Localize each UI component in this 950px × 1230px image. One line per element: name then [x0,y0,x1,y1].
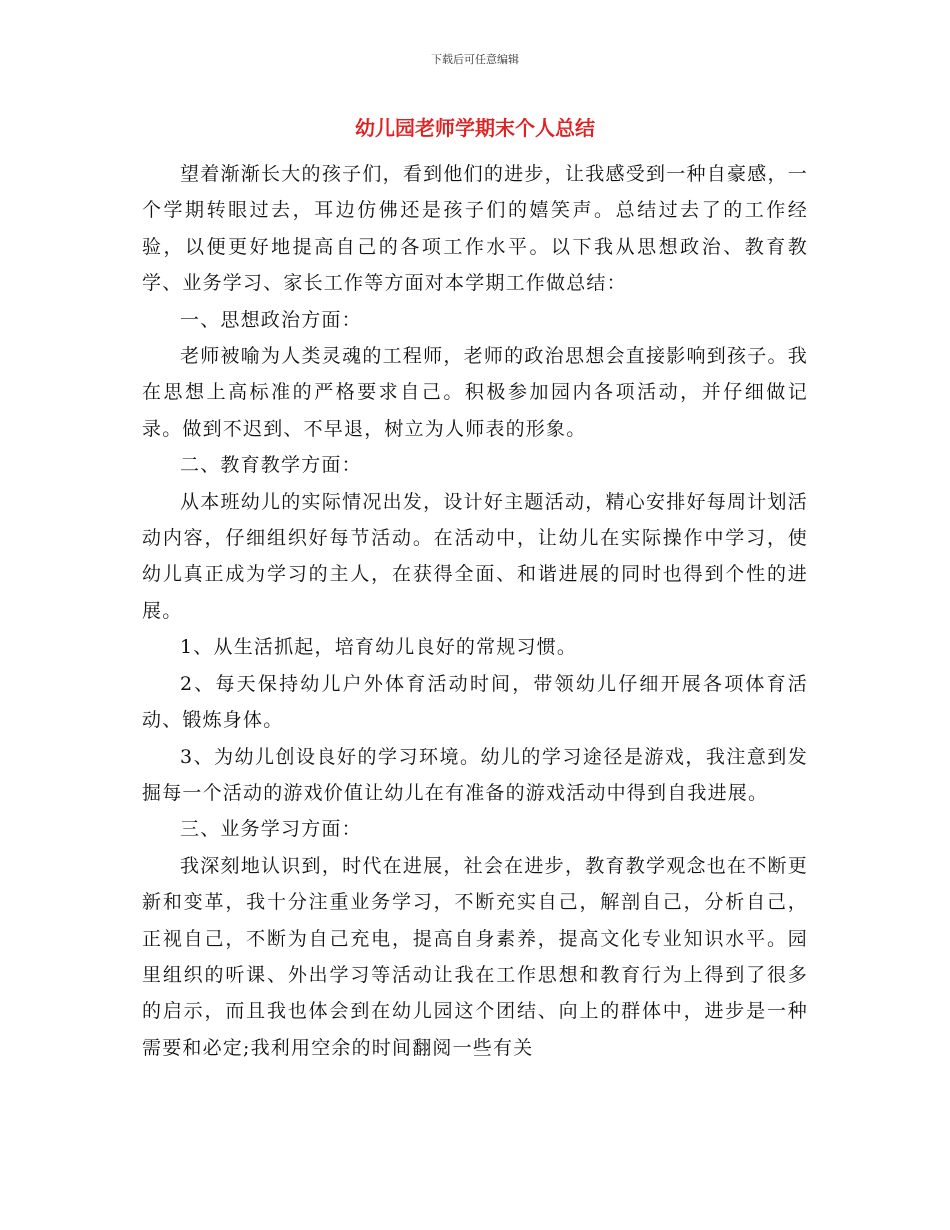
paragraph-political: 老师被喻为人类灵魂的工程师，老师的政治思想会直接影响到孩子。我在思想上高标准的严格要求自己。积极参加园内各项活动，并仔细做记录。做到不迟到、不早退，树立为人师表的形象。 [142,345,808,440]
document-body [142,156,808,1066]
section-heading-political: 一、思想政治方面： [180,308,362,331]
paragraph-teaching: 从本班幼儿的实际情况出发，设计好主题活动，精心安排好每周计划活动内容，仔细组织好每节活动。在活动中，让幼儿在实际操作中学习，使幼儿真正成为学习的主人，在获得全面、和谐进展的同时也得到个性的进展。 [142,490,808,622]
list-item-environment: 3、为幼儿创设良好的学习环境。幼儿的学习途径是游戏，我注意到发掘每一个活动的游戏价值让幼儿在有准备的游戏活动中得到自我进展。 [142,745,808,804]
section-heading-study: 三、业务学习方面： [180,818,362,841]
paragraph-study: 我深刻地认识到，时代在进展，社会在进步，教育教学观念也在不断更新和变革，我十分注重业务学习，不断充实自己，解剖自己，分析自己，正视自己，不断为自己充电，提高自身素养，提高文化专业知识水平。园里组织的听课、外出学习等活动让我在工作思想和教育行为上得到了很多的启示，而且我也体会到在幼儿园这个团结、向上的群体中，进步是一种需要和必定;我利用空余的时间翻阅一些有关 [142,854,808,1059]
header-note: 下载后可任意编辑 [431,53,519,66]
list-item-habits: 1、从生活抓起，培育幼儿良好的常规习惯。 [180,636,578,659]
section-heading-teaching: 二、教育教学方面： [180,454,362,477]
paragraph-intro: 望着渐渐长大的孩子们，看到他们的进步，让我感受到一种自豪感，一个学期转眼过去，耳边仿佛还是孩子们的嬉笑声。总结过去了的工作经验，以便更好地提高自己的各项工作水平。以下我从思想政治、教育教学、业务学习、家长工作等方面对本学期工作做总结： [142,163,808,295]
list-item-outdoor: 2、每天保持幼儿户外体育活动时间，带领幼儿仔细开展各项体育活动、锻炼身体。 [142,672,808,732]
document-title: 幼儿园老师学期末个人总结 [355,116,595,140]
